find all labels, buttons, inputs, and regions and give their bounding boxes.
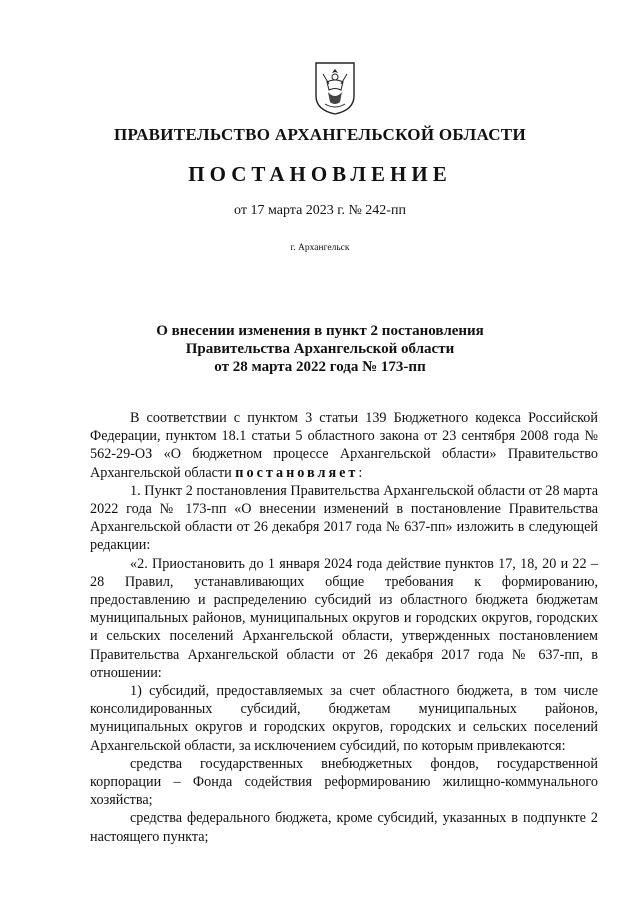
resolves-colon: : (358, 464, 363, 481)
subject-line: от 28 марта 2022 года № 173-пп (214, 359, 426, 375)
document-subject (0, 322, 640, 376)
subject-line: Правительства Архангельской области (185, 341, 455, 357)
body-paragraph: «2. Приостановить до 1 января 2024 года действие пунктов 17, 18, 20 и 22 – 28 Правил, устанавливающих общие требования к формированию, предоставлению и распределению субсидий из областного бюджета бюджетам муниципальных районов, муниципальных округов и городских округов, городских и сельских поселений Архангельской области, утвержденных постановлением Правительства Архангельской области от 26 декабря 2017 года № 637-пп, в отношении: (90, 555, 598, 681)
body-paragraph: 1. Пункт 2 постановления Правительства Архангельской области от 28 марта 2022 года № 173-пп «О внесении изменений в постановление Правительства Архангельской области от 26 декабря 2017 года № 637-пп» изложить в следующей редакции: (90, 482, 598, 554)
body-paragraph: 1) субсидий, предоставляемых за счет областного бюджета, в том числе консолидированных субсидий, бюджетам муниципальных районов, муниципальных округов и городских округов, городских и сельских поселений Архангельской области, за исключением субсидий, по которым привлекаются: (90, 683, 598, 754)
document-city: г. Архангельск (290, 243, 350, 253)
coat-of-arms-emblem (313, 60, 357, 116)
resolves-word: постановляет (235, 464, 359, 481)
subject-line: О внесении изменения в пункт 2 постановления (156, 323, 484, 339)
preamble-paragraph (90, 409, 598, 482)
government-title: ПРАВИТЕЛЬСТВО АРХАНГЕЛЬСКОЙ ОБЛАСТИ (114, 125, 526, 144)
document-type-heading: ПОСТАНОВЛЕНИЕ (188, 162, 452, 186)
preamble-text: В соответствии с пунктом 3 статьи 139 Бюджетного кодекса Российской Федерации, пунктом 18.1 статьи 5 областного закона от 23 сентября 2008 года № 562-29-ОЗ «О бюджетном процессе Архангельской области» Правительство Архангельской области (90, 410, 598, 481)
body-paragraph: средства государственных внебюджетных фондов, государственной корпорации – Фонда содействия реформированию жилищно-коммунального хозяйства; (90, 755, 598, 809)
document-date-number: от 17 марта 2023 г. № 242-пп (234, 203, 406, 218)
document-body (90, 409, 598, 846)
body-paragraph: средства федерального бюджета, кроме субсидий, указанных в подпункте 2 настоящего пункта; (90, 810, 598, 845)
